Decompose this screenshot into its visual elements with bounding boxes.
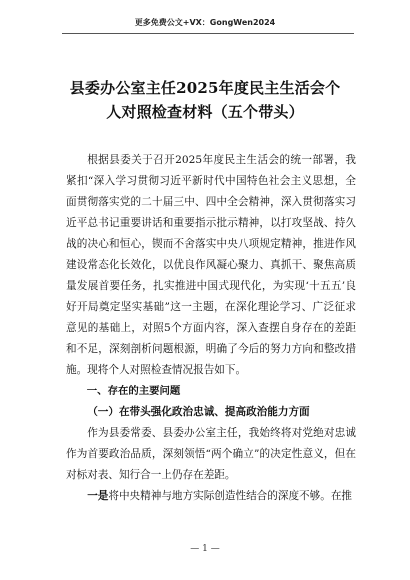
- point-text: 将中央精神与地方实际创造性结合的深度不够。在推: [108, 490, 353, 502]
- subsection-heading: （一）在带头强化政治忠诚、提高政治能力方面: [87, 406, 310, 418]
- header-rule: [62, 33, 354, 34]
- section-heading: 一、存在的主要问题: [86, 385, 181, 397]
- intro-paragraph: 根据县委关于召开2025年度民主生活会的统一部署，我紧扣“深入学习贯彻习近平新时代中国特色社会主义思想，全面贯彻落实党的二十届三中、四中全会精神，深入贯彻落实习近平总书记重要讲话和重要指示批示精神，以打攻坚战、持久战的决心和恒心，锲而不舍落实中央八项规定精神，推进作风建设常态化长效化，以优良作风凝心聚力、真抓干、聚焦高质量发展首要任务，扎实推进中国式现代化，为实现‘十五五’良好开局奠定坚实基础”这一主题，在深化理论学习、广泛征求意见的基础上，对照5个方面内容，深入查摆自身存在的差距和不足，深刻剖析问题根源，明确了今后的努力方向和整改措施。现将个人对照检查情况报告如下。: [66, 154, 356, 376]
- document-body: [66, 150, 356, 507]
- title-line-2: 人对照检查材料（五个带头）: [106, 103, 304, 121]
- point-lead: 一是: [87, 490, 109, 502]
- document-title: [40, 76, 370, 124]
- body-paragraph-point-1: [66, 486, 356, 507]
- page-number: — 1 —: [190, 544, 220, 554]
- body-paragraph: 作为县委常委、县委办公室主任，我始终将对党绝对忠诚作为首要政治品质，深刻领悟“两个确立”的决定性意义，但在对标对表、知行合一上仍存在差距。: [66, 427, 356, 481]
- page-header: 更多免费公文+VX：GongWen2024: [134, 18, 276, 27]
- title-line-1: 县委办公室主任2025年度民主生活会个: [69, 79, 341, 97]
